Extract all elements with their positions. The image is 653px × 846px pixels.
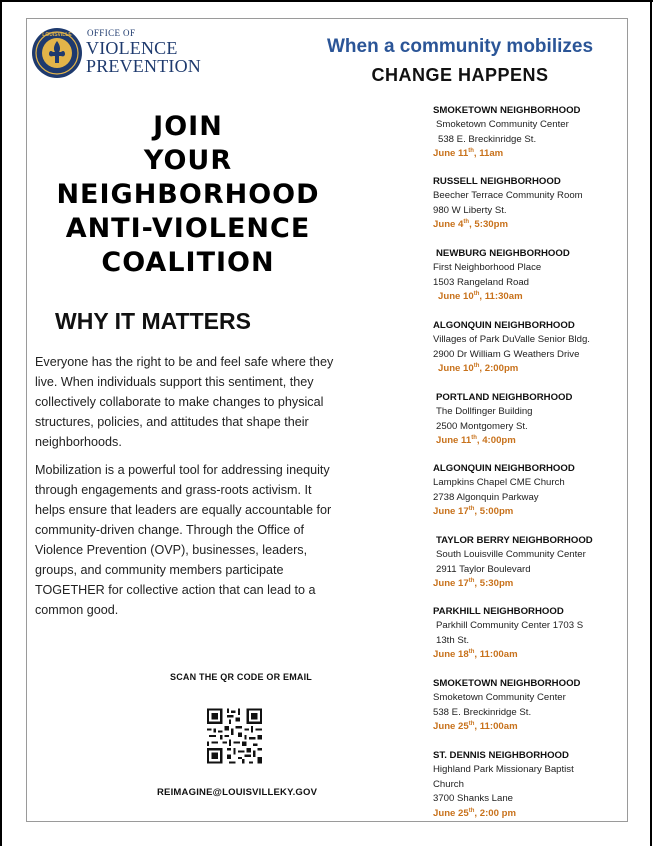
event-neighborhood: TAYLOR BERRY NEIGHBORHOOD xyxy=(436,535,593,546)
event-address: 538 E. Breckinridge St. xyxy=(433,706,532,718)
event-address: 1503 Rangeland Road xyxy=(433,276,530,288)
event-venue: Beecher Terrace Community Room xyxy=(433,190,583,201)
event-date: June 18th, 11:00am xyxy=(433,648,518,660)
event-neighborhood: ST. DENNIS NEIGHBORHOOD xyxy=(433,750,569,761)
office-of-label: OFFICE OF xyxy=(87,28,136,38)
contact-email-link[interactable]: REIMAGINE@LOUISVILLEKY.GOV xyxy=(157,787,318,798)
office-name-line2: PREVENTION xyxy=(86,56,201,76)
event-venue: Lampkins Chapel CME Church xyxy=(433,477,565,488)
event-neighborhood: ALGONQUIN NEIGHBORHOOD xyxy=(433,463,575,474)
body-paragraph: Everyone has the right to be and feel safe where they live. When individuals support this sentiment, they collectively collaborate to make changes to physical structures, policies, and attitudes that shape their neighborhoods. xyxy=(35,355,334,449)
event-item xyxy=(433,605,633,663)
event-address: 2911 Taylor Boulevard xyxy=(436,563,531,575)
why-it-matters-heading: WHY IT MATTERS xyxy=(55,308,251,334)
event-address: 2500 Montgomery St. xyxy=(436,420,528,432)
event-date: June 11th, 11am xyxy=(433,147,504,159)
event-address: 538 E. Breckinridge St. xyxy=(438,133,537,145)
headline-line: ANTI-VIOLENCE xyxy=(65,213,311,244)
event-item xyxy=(433,462,633,520)
event-address: 13th St. xyxy=(436,634,470,646)
event-neighborhood: PARKHILL NEIGHBORHOOD xyxy=(433,606,564,617)
event-item xyxy=(433,104,633,162)
headline-line: JOIN xyxy=(153,111,223,142)
event-venue: Parkhill Community Center 1703 S xyxy=(436,620,584,631)
event-date: June 25th, 11:00am xyxy=(433,720,518,732)
event-neighborhood: SMOKETOWN NEIGHBORHOOD xyxy=(433,678,581,689)
page-border-top xyxy=(0,0,653,2)
event-date: June 4th, 5:30pm xyxy=(433,218,509,230)
event-date: June 17th, 5:00pm xyxy=(433,505,514,517)
event-venue: Smoketown Community Center xyxy=(433,692,566,703)
event-date: June 25th, 2:00 pm xyxy=(433,807,516,819)
headline-line: YOUR xyxy=(143,145,233,176)
event-address: 2738 Algonquin Parkway xyxy=(433,491,539,503)
event-venue: Villages of Park DuValle Senior Bldg. xyxy=(433,334,590,345)
event-item xyxy=(433,319,633,377)
office-name-line1: VIOLENCE xyxy=(86,38,178,58)
event-neighborhood: PORTLAND NEIGHBORHOOD xyxy=(436,392,573,403)
event-item xyxy=(433,534,633,592)
event-item xyxy=(433,749,633,821)
louisville-seal-icon xyxy=(31,27,83,79)
event-address: 2900 Dr William G Weathers Drive xyxy=(433,348,580,360)
tagline-line1: When a community mobilizes xyxy=(326,36,594,57)
event-neighborhood: RUSSELL NEIGHBORHOOD xyxy=(433,176,561,187)
qr-code-icon[interactable] xyxy=(207,707,262,765)
event-address: 3700 Shanks Lane xyxy=(433,793,514,804)
page-border-right xyxy=(650,0,652,846)
body-paragraph: Mobilization is a powerful tool for addressing inequity through engagements and grass-roots activism. It helps ensure that leaders are equally accountable for community-driven change. Through the Office of Violence Prevention (OVP), businesses, leaders, groups, and community members participate TOGETHER for collective action that can lead to a common good. xyxy=(35,463,332,617)
event-venue: Highland Park Missionary Baptist xyxy=(433,764,574,775)
event-item xyxy=(433,247,633,305)
headline-line: NEIGHBORHOOD xyxy=(56,179,320,210)
event-venue-line2: Church xyxy=(433,778,464,790)
event-venue: Smoketown Community Center xyxy=(436,119,569,130)
event-venue: South Louisville Community Center xyxy=(436,549,586,560)
tagline-line2: CHANGE HAPPENS xyxy=(371,65,549,85)
event-item xyxy=(433,677,633,735)
event-date: June 17th, 5:30pm xyxy=(433,577,514,589)
event-address: 980 W Liberty St. xyxy=(433,204,507,216)
event-neighborhood: NEWBURG NEIGHBORHOOD xyxy=(436,248,570,259)
scan-qr-label: SCAN THE QR CODE OR EMAIL xyxy=(170,672,313,682)
page-border-left xyxy=(0,0,2,846)
event-neighborhood: SMOKETOWN NEIGHBORHOOD xyxy=(433,105,581,116)
headline xyxy=(48,110,328,280)
headline-line: COALITION xyxy=(101,247,275,278)
event-date: June 10th, 2:00pm xyxy=(438,362,519,374)
event-neighborhood: ALGONQUIN NEIGHBORHOOD xyxy=(433,320,575,331)
event-date: June 10th, 11:30am xyxy=(438,290,523,302)
event-item xyxy=(433,175,633,233)
event-date: June 11th, 4:00pm xyxy=(436,434,516,446)
event-item xyxy=(433,391,633,449)
event-venue: First Neighborhood Place xyxy=(433,262,542,273)
seal-text: LOUISVILLE xyxy=(42,32,72,38)
event-venue: The Dollfinger Building xyxy=(436,406,533,417)
